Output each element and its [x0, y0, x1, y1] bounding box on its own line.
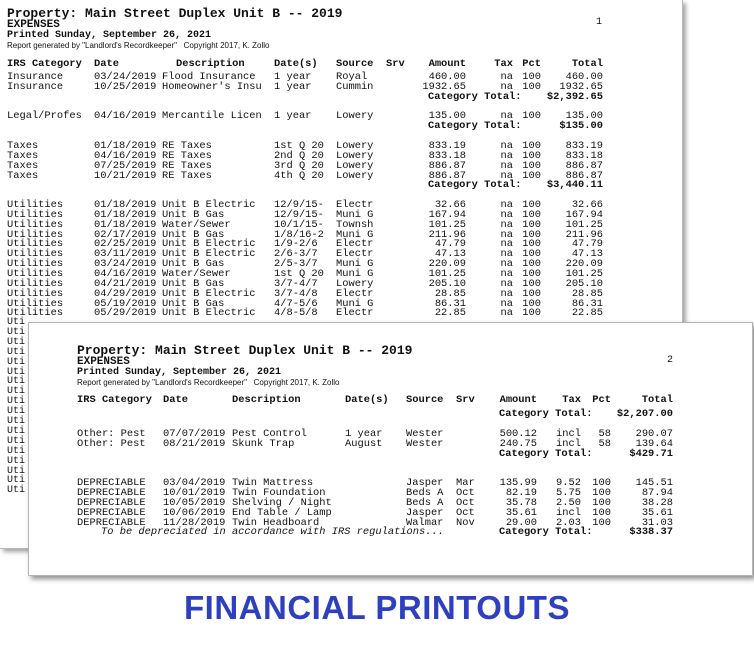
- row-irs-category: DEPRECIABLE: [77, 496, 146, 509]
- row-irs-category: Uti: [7, 425, 26, 437]
- row-dates: 12/9/15-: [274, 208, 324, 221]
- row-tax: 5.75: [556, 486, 581, 499]
- category-total-value: $338.37: [629, 526, 673, 539]
- row-amount: 167.94: [428, 208, 466, 221]
- row-irs-category: Utilities: [7, 228, 64, 241]
- row-date: 04/29/2019: [94, 287, 157, 300]
- category-total-label: Category Total:: [428, 120, 522, 133]
- row-source: Electr: [336, 238, 374, 251]
- row-date: 03/24/2019: [94, 258, 157, 271]
- col-total: Total: [571, 58, 603, 70]
- row-irs-category: Legal/Profes: [7, 110, 82, 123]
- row-amount: 28.85: [434, 287, 466, 300]
- col-date: Date: [94, 58, 119, 70]
- row-total: 31.03: [641, 516, 673, 529]
- category-total-value: $135.00: [559, 120, 603, 133]
- row-amount: 35.78: [505, 496, 537, 509]
- row-amount: 205.10: [428, 277, 466, 290]
- report-generated-line: Report generated by "Landlord's Recordkeeper" Copyright 2017, K. Zollo: [7, 41, 270, 50]
- col-description: Description: [176, 58, 245, 70]
- row-description: Mercantile Licen: [162, 110, 262, 123]
- row-pct: 100: [522, 218, 541, 231]
- row-description: RE Taxes: [162, 139, 212, 152]
- row-irs-category: Uti: [7, 386, 26, 398]
- row-tax: na: [500, 248, 513, 261]
- row-amount: 833.19: [428, 139, 466, 152]
- row-irs-category: DEPRECIABLE: [77, 516, 146, 529]
- row-source: Royal: [336, 71, 368, 83]
- row-source: Muni G: [336, 297, 374, 310]
- row-dates: 1/9-2/6: [274, 238, 318, 251]
- row-description: Unit B Gas: [162, 297, 225, 310]
- printed-date: Printed Sunday, September 26, 2021: [77, 367, 282, 378]
- row-irs-category: Uti: [7, 376, 26, 388]
- row-source: Walmar: [406, 516, 444, 529]
- row-irs-category: Other: Pest: [77, 427, 146, 440]
- row-description: Water/Sewer: [162, 268, 231, 280]
- row-amount: 86.31: [434, 297, 466, 310]
- row-description: RE Taxes: [162, 159, 212, 172]
- row-description: Water/Sewer: [162, 218, 231, 231]
- row-tax: na: [500, 258, 513, 271]
- row-pct: 100: [522, 258, 541, 271]
- row-dates: 1/8/16-2: [274, 228, 324, 241]
- row-amount: 35.61: [505, 506, 537, 519]
- printed-date: Printed Sunday, September 26, 2021: [7, 30, 212, 41]
- row-tax: na: [500, 110, 513, 123]
- row-source: Electr: [336, 307, 374, 320]
- row-pct: 100: [522, 169, 541, 182]
- row-irs-category: Utilities: [7, 287, 64, 300]
- row-source: Lowery: [336, 169, 374, 182]
- category-total-label: Category Total:: [428, 90, 522, 103]
- row-total: 101.25: [565, 218, 603, 231]
- row-pct: 100: [522, 149, 541, 162]
- col-irs-category: IRS Category: [77, 394, 152, 406]
- category-total-value: $429.71: [629, 447, 673, 460]
- row-pct: 100: [522, 297, 541, 310]
- row-pct: 100: [522, 268, 541, 280]
- row-pct: 100: [522, 287, 541, 300]
- row-description: Homeowner's Insu: [162, 80, 262, 93]
- row-irs-category: DEPRECIABLE: [77, 506, 146, 519]
- row-irs-category: Uti: [7, 475, 26, 487]
- row-tax: na: [500, 238, 513, 251]
- row-date: 01/18/2019: [94, 199, 157, 212]
- row-dates: 1 year: [274, 80, 312, 93]
- row-total: 139.64: [635, 437, 673, 450]
- row-irs-category: Insurance: [7, 80, 64, 93]
- row-pct: 100: [592, 516, 611, 529]
- row-description: Unit B Electric: [162, 199, 256, 212]
- row-source: Muni G: [336, 208, 374, 221]
- row-tax: 2.50: [556, 496, 581, 509]
- row-source: Cummin: [336, 80, 374, 93]
- row-srv: Oct: [456, 506, 475, 519]
- row-tax: na: [500, 208, 513, 221]
- section-title: EXPENSES: [7, 19, 60, 31]
- row-irs-category: Utilities: [7, 297, 64, 310]
- row-description: Flood Insurance: [162, 71, 256, 83]
- row-date: 11/28/2019: [163, 516, 226, 529]
- row-total: 886.87: [565, 169, 603, 182]
- row-total: 290.07: [635, 427, 673, 440]
- row-irs-category: Utilities: [7, 199, 64, 212]
- row-date: 04/16/2019: [94, 110, 157, 123]
- category-total-label: Category Total:: [499, 447, 593, 460]
- row-source: Lowery: [336, 159, 374, 172]
- row-total: 101.25: [565, 268, 603, 280]
- row-tax: incl: [556, 437, 581, 450]
- col-total: Total: [641, 394, 673, 406]
- row-dates: 3/7-4/8: [274, 287, 318, 300]
- row-amount: 47.79: [434, 238, 466, 251]
- row-irs-category: Utilities: [7, 258, 64, 271]
- row-dates: 1 year: [345, 427, 383, 440]
- row-total: 28.85: [571, 287, 603, 300]
- row-pct: 100: [522, 110, 541, 123]
- row-source: Electr: [336, 248, 374, 261]
- row-source: Electr: [336, 199, 374, 212]
- row-irs-category: Utilities: [7, 277, 64, 290]
- row-pct: 100: [522, 71, 541, 83]
- row-amount: 240.75: [499, 437, 537, 450]
- row-irs-category: Uti: [7, 485, 26, 497]
- row-irs-category: Uti: [7, 326, 26, 338]
- page-number: 2: [667, 355, 674, 366]
- row-irs-category: Uti: [7, 445, 26, 457]
- col-dates: Date(s): [345, 394, 389, 406]
- section-title: EXPENSES: [77, 356, 130, 368]
- row-date: 04/16/2019: [94, 268, 157, 280]
- row-srv: Oct: [456, 486, 475, 499]
- row-tax: 2.03: [556, 516, 581, 529]
- row-total: 220.09: [565, 258, 603, 271]
- row-dates: 3rd Q 20: [274, 159, 324, 172]
- row-total: 32.66: [571, 199, 603, 212]
- row-total: 38.28: [641, 496, 673, 509]
- row-dates: August: [345, 437, 383, 450]
- row-pct: 100: [522, 159, 541, 172]
- row-irs-category: Taxes: [7, 139, 39, 152]
- row-date: 10/25/2019: [94, 80, 157, 93]
- row-total: 47.13: [571, 248, 603, 261]
- row-total: 460.00: [565, 71, 603, 83]
- row-total: 135.00: [565, 110, 603, 123]
- row-description: End Table / Lamp: [232, 506, 332, 519]
- row-amount: 1932.65: [422, 80, 466, 93]
- row-pct: 100: [592, 496, 611, 509]
- row-srv: Nov: [456, 516, 475, 529]
- row-irs-category: Uti: [7, 336, 26, 348]
- row-irs-category: Taxes: [7, 159, 39, 172]
- row-pct: 58: [598, 437, 611, 450]
- row-description: Twin Headboard: [232, 516, 320, 529]
- row-description: Unit B Electric: [162, 307, 256, 320]
- row-pct: 100: [522, 199, 541, 212]
- row-irs-category: Other: Pest: [77, 437, 146, 450]
- row-dates: 4th Q 20: [274, 169, 324, 182]
- row-total: 145.51: [635, 477, 673, 490]
- row-description: Unit B Electric: [162, 287, 256, 300]
- row-description: Shelving / Night: [232, 496, 332, 509]
- row-source: Townsh: [336, 218, 374, 231]
- row-dates: 1st Q 20: [274, 268, 324, 280]
- row-irs-category: Insurance: [7, 71, 64, 83]
- category-total-label: Category Total:: [499, 526, 593, 539]
- row-total: 211.96: [565, 228, 603, 241]
- row-tax: na: [500, 228, 513, 241]
- row-date: 01/18/2019: [94, 218, 157, 231]
- row-pct: 100: [522, 208, 541, 221]
- row-date: 05/29/2019: [94, 307, 157, 320]
- row-total: 35.61: [641, 506, 673, 519]
- row-irs-category: Uti: [7, 406, 26, 418]
- col-pct: Pct: [522, 58, 541, 70]
- category-total-label: Category Total:: [499, 408, 593, 420]
- row-pct: 100: [522, 228, 541, 241]
- row-irs-category: Utilities: [7, 218, 64, 231]
- row-irs-category: Utilities: [7, 208, 64, 221]
- row-tax: na: [500, 71, 513, 83]
- row-date: 10/06/2019: [163, 506, 226, 519]
- row-description: Unit B Gas: [162, 258, 225, 271]
- category-total-value: $3,440.11: [546, 179, 603, 192]
- row-source: Beds A: [406, 486, 444, 499]
- row-irs-category: DEPRECIABLE: [77, 477, 146, 490]
- col-irs-category: IRS Category: [7, 58, 82, 70]
- row-amount: 135.99: [499, 477, 537, 490]
- col-source: Source: [406, 394, 444, 406]
- row-date: 10/05/2019: [163, 496, 226, 509]
- row-total: 1932.65: [559, 80, 603, 93]
- row-tax: na: [500, 80, 513, 93]
- row-pct: 100: [592, 477, 611, 490]
- row-irs-category: Uti: [7, 416, 26, 427]
- col-srv: Srv: [456, 394, 475, 406]
- row-source: Jasper: [406, 477, 444, 490]
- col-dates: Date(s): [274, 58, 318, 70]
- row-amount: 29.00: [505, 516, 537, 529]
- row-date: 08/21/2019: [163, 437, 226, 450]
- row-amount: 22.85: [434, 307, 466, 320]
- row-amount: 220.09: [428, 258, 466, 271]
- row-tax: na: [500, 218, 513, 231]
- row-tax: na: [500, 169, 513, 182]
- row-irs-category: Taxes: [7, 169, 39, 182]
- row-description: Unit B Electric: [162, 238, 256, 251]
- row-total: 833.18: [565, 149, 603, 162]
- row-irs-category: Uti: [7, 396, 26, 408]
- row-dates: 2nd Q 20: [274, 149, 324, 162]
- row-total: 886.87: [565, 159, 603, 172]
- row-dates: 1 year: [274, 71, 312, 83]
- row-pct: 100: [522, 238, 541, 251]
- row-irs-category: Uti: [7, 366, 26, 378]
- row-source: Wester: [406, 427, 444, 440]
- row-source: Beds A: [406, 496, 444, 509]
- row-description: Unit B Gas: [162, 208, 225, 221]
- row-dates: 10/1/15-: [274, 218, 324, 231]
- row-date: 07/25/2019: [94, 159, 157, 172]
- row-description: Twin Foundation: [232, 486, 326, 499]
- category-total-value: $2,207.00: [616, 408, 673, 420]
- col-amount: Amount: [428, 58, 466, 70]
- row-total: 833.19: [565, 139, 603, 152]
- col-source: Source: [336, 58, 374, 70]
- row-amount: 47.13: [434, 248, 466, 261]
- col-srv: Srv: [386, 58, 405, 70]
- row-description: Pest Control: [232, 427, 307, 440]
- row-tax: incl: [556, 427, 581, 440]
- row-source: Lowery: [336, 139, 374, 152]
- report-generated-line: Report generated by "Landlord's Recordkeeper" Copyright 2017, K. Zollo: [77, 378, 340, 387]
- row-amount: 32.66: [434, 199, 466, 212]
- row-tax: incl: [556, 506, 581, 519]
- property-title: Property: Main Street Duplex Unit B -- 2019: [7, 6, 343, 21]
- row-pct: 100: [522, 80, 541, 93]
- row-irs-category: Uti: [7, 455, 26, 467]
- row-irs-category: Uti: [7, 346, 26, 358]
- row-pct: 58: [598, 427, 611, 440]
- row-srv: Mar: [456, 477, 475, 490]
- row-date: 03/04/2019: [163, 477, 226, 490]
- row-source: Muni G: [336, 258, 374, 271]
- row-pct: 100: [522, 307, 541, 320]
- row-description: Unit B Electric: [162, 248, 256, 261]
- row-pct: 100: [522, 248, 541, 261]
- row-dates: 4/7-5/6: [274, 297, 318, 310]
- row-amount: 500.12: [499, 427, 537, 440]
- row-description: Unit B Gas: [162, 228, 225, 241]
- row-source: Electr: [336, 287, 374, 300]
- row-total: 205.10: [565, 277, 603, 290]
- row-irs-category: Uti: [7, 435, 26, 447]
- row-date: 01/18/2019: [94, 139, 157, 152]
- row-description: Unit B Gas: [162, 277, 225, 290]
- category-total-value: $2,392.65: [546, 90, 603, 103]
- row-description: Twin Mattress: [232, 477, 314, 490]
- row-source: Muni G: [336, 268, 374, 280]
- row-source: Lowery: [336, 110, 374, 123]
- row-total: 47.79: [571, 238, 603, 251]
- row-irs-category: Utilities: [7, 268, 64, 280]
- row-amount: 460.00: [428, 71, 466, 83]
- col-description: Description: [232, 394, 301, 406]
- row-irs-category: Uti: [7, 465, 26, 477]
- row-irs-category: Taxes: [7, 149, 39, 162]
- financial-printouts-caption: FINANCIAL PRINTOUTS: [184, 589, 570, 626]
- col-amount: Amount: [499, 394, 537, 406]
- row-dates: 4/8-5/8: [274, 307, 318, 320]
- row-source: Jasper: [406, 506, 444, 519]
- row-dates: 1 year: [274, 110, 312, 123]
- row-irs-category: Utilities: [7, 248, 64, 261]
- property-title: Property: Main Street Duplex Unit B -- 2019: [77, 343, 413, 358]
- row-tax: 9.52: [556, 477, 581, 490]
- row-tax: na: [500, 159, 513, 172]
- row-date: 10/21/2019: [94, 169, 157, 182]
- row-srv: Oct: [456, 496, 475, 509]
- row-irs-category: Uti: [7, 356, 26, 368]
- row-tax: na: [500, 297, 513, 310]
- row-dates: 12/9/15-: [274, 199, 324, 212]
- row-irs-category: Utilities: [7, 307, 64, 320]
- row-tax: na: [500, 199, 513, 212]
- row-date: 07/07/2019: [163, 427, 226, 440]
- row-description: RE Taxes: [162, 169, 212, 182]
- row-tax: na: [500, 277, 513, 290]
- row-total: 87.94: [641, 486, 673, 499]
- row-amount: 886.87: [428, 169, 466, 182]
- row-date: 03/11/2019: [94, 248, 157, 261]
- col-tax: Tax: [562, 394, 581, 406]
- row-pct: 100: [592, 506, 611, 519]
- row-irs-category: Uti: [7, 317, 26, 328]
- row-date: 04/16/2019: [94, 149, 157, 162]
- row-source: Wester: [406, 437, 444, 450]
- row-irs-category: DEPRECIABLE: [77, 486, 146, 499]
- report-page-2: [28, 322, 753, 576]
- row-dates: 2/5-3/7: [274, 258, 318, 271]
- row-total: 167.94: [565, 208, 603, 221]
- row-dates: 3/7-4/7: [274, 277, 318, 290]
- row-amount: 101.25: [428, 218, 466, 231]
- row-date: 04/21/2019: [94, 277, 157, 290]
- row-amount: 211.96: [428, 228, 466, 241]
- row-tax: na: [500, 268, 513, 280]
- row-dates: 1st Q 20: [274, 139, 324, 152]
- row-date: 01/18/2019: [94, 208, 157, 221]
- row-total: 86.31: [571, 297, 603, 310]
- row-amount: 82.19: [505, 486, 537, 499]
- row-date: 02/17/2019: [94, 228, 157, 241]
- depreciation-note: To be depreciated in accordance with IRS regulations...: [101, 526, 444, 539]
- col-pct: Pct: [592, 394, 611, 406]
- row-pct: 100: [522, 139, 541, 152]
- category-total-label: Category Total:: [428, 179, 522, 192]
- row-pct: 100: [592, 486, 611, 499]
- row-date: 03/24/2019: [94, 71, 157, 83]
- row-pct: 100: [522, 277, 541, 290]
- page-number: 1: [596, 17, 603, 28]
- col-tax: Tax: [494, 58, 513, 70]
- row-description: Skunk Trap: [232, 437, 295, 450]
- row-source: Lowery: [336, 149, 374, 162]
- row-date: 02/25/2019: [94, 238, 157, 251]
- row-irs-category: Utilities: [7, 238, 64, 251]
- row-amount: 101.25: [428, 268, 466, 280]
- col-date: Date: [163, 394, 188, 406]
- row-amount: 833.18: [428, 149, 466, 162]
- row-tax: na: [500, 139, 513, 152]
- row-description: RE Taxes: [162, 149, 212, 162]
- row-tax: na: [500, 149, 513, 162]
- row-tax: na: [500, 307, 513, 320]
- row-source: Lowery: [336, 277, 374, 290]
- row-amount: 135.00: [428, 110, 466, 123]
- row-date: 10/01/2019: [163, 486, 226, 499]
- row-tax: na: [500, 287, 513, 300]
- row-amount: 886.87: [428, 159, 466, 172]
- row-total: 22.85: [571, 307, 603, 320]
- row-dates: 2/6-3/7: [274, 248, 318, 261]
- row-date: 05/19/2019: [94, 297, 157, 310]
- row-source: Muni G: [336, 228, 374, 241]
